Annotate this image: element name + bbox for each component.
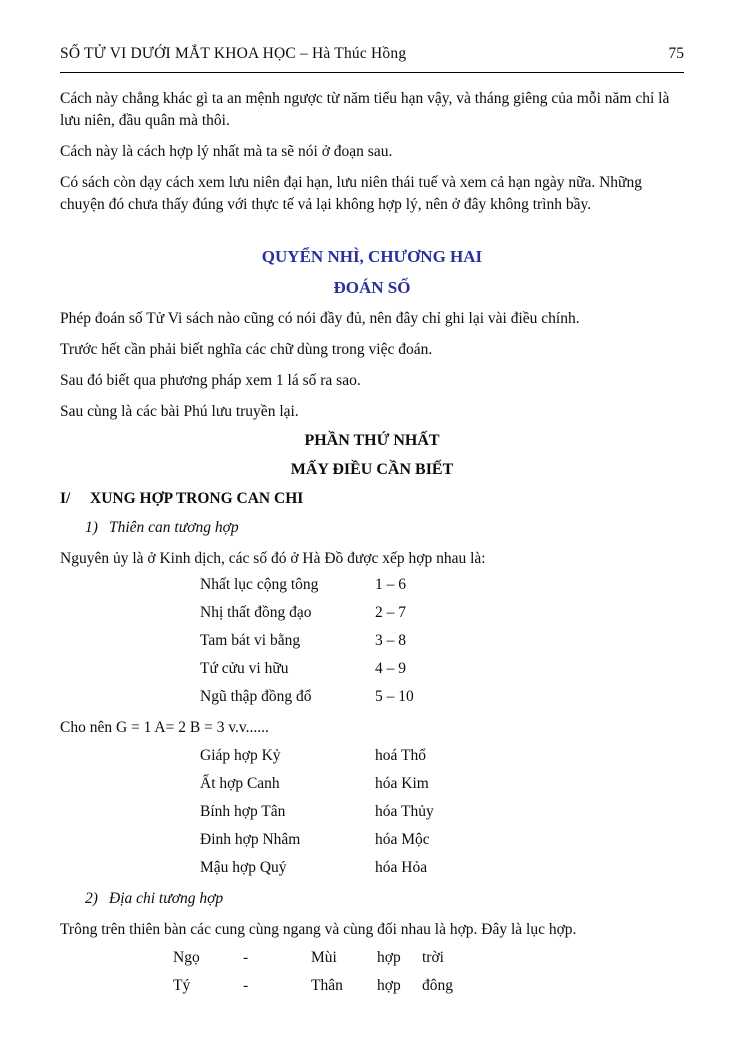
number-pair-row (60, 630, 684, 652)
chi-dash: - (243, 949, 249, 966)
pair-label: Mậu hợp Quý (200, 859, 287, 876)
pair-label: Tam bát vi bằng (200, 632, 301, 649)
paragraph: Trông trên thiên bàn các cung cùng ngang và cùng đối nhau là hợp. Đây là lục hợp. (60, 921, 577, 938)
part-heading-line1: PHẦN THỨ NHẤT (304, 432, 440, 449)
can-pair-row (60, 773, 684, 795)
paragraph: Nguyên ủy là ở Kinh dịch, các số đó ở Hà Đồ được xếp hợp nhau là: (60, 550, 486, 567)
pair-label: Nhị thất đồng đạo (200, 604, 312, 621)
running-head-title: SỐ TỬ VI DƯỚI MẮT KHOA HỌC – Hà Thúc Hồng (60, 45, 407, 62)
page-number: 75 (668, 45, 684, 62)
pair-value: 2 – 7 (375, 604, 406, 621)
section-title: XUNG HỢP TRONG CAN CHI (90, 490, 304, 507)
can-pair-row (60, 801, 684, 823)
page-header (60, 44, 684, 64)
subsection-title: Địa chi tương hợp (109, 890, 224, 907)
pair-value: hoá Thổ (375, 747, 426, 764)
paragraph: Cách này là cách hợp lý nhất mà ta sẽ nói ở đoạn sau. (60, 143, 393, 160)
header-rule (60, 72, 684, 73)
paragraph: Có sách còn dạy cách xem lưu niên đại hạn, lưu niên thái tuế và xem cả hạn ngày nữa. Những chuyện đó chưa thấy đúng với thực tế vả lại không hợp lý, nên ở đây không trình bầy. (60, 174, 642, 213)
pair-label: Bính hợp Tân (200, 803, 286, 820)
subsection-number: 1) (85, 519, 98, 536)
part-heading-line2: MẤY ĐIỀU CẦN BIẾT (290, 461, 454, 478)
subsection-number: 2) (85, 890, 98, 907)
can-pair-row (60, 829, 684, 851)
section-number: I/ (60, 490, 71, 507)
chi-branch-2: Mùi (311, 949, 337, 966)
chi-branch-1: Ngọ (173, 949, 200, 966)
pair-value: 4 – 9 (375, 660, 406, 677)
can-pair-row (60, 857, 684, 879)
chi-dash: - (243, 977, 249, 994)
pair-value: 1 – 6 (375, 576, 406, 593)
chapter-heading-line2: ĐOÁN SỐ (333, 278, 411, 297)
section-heading (60, 488, 684, 510)
paragraph: Sau đó biết qua phương pháp xem 1 lá số ra sao. (60, 372, 361, 389)
pair-value: hóa Kim (375, 775, 429, 792)
pair-label: Đinh hợp Nhâm (200, 831, 301, 848)
pair-value: hóa Mộc (375, 831, 430, 848)
number-pair-row (60, 574, 684, 596)
pair-label: Tứ cửu vi hữu (200, 660, 289, 677)
subsection-heading (60, 517, 684, 539)
chi-pair-row (60, 947, 684, 969)
pair-value: hóa Hỏa (375, 859, 428, 876)
number-pair-row (60, 686, 684, 708)
pair-value: 5 – 10 (375, 688, 414, 705)
pair-label: Nhất lục cộng tông (200, 576, 319, 593)
cho-nen-line: Cho nên G = 1 A= 2 B = 3 v.v...... (60, 719, 269, 736)
pair-value: 3 – 8 (375, 632, 406, 649)
subsection-heading (60, 888, 684, 910)
number-pair-row (60, 658, 684, 680)
pair-label: Giáp hợp Kỷ (200, 747, 281, 764)
chi-result: trời (422, 949, 444, 966)
chi-hop-word: hợp (377, 949, 401, 966)
chapter-heading-line1: QUYỂN NHÌ, CHƯƠNG HAI (261, 247, 483, 266)
chi-branch-1: Tý (173, 977, 191, 994)
paragraph: Phép đoán số Tử Vi sách nào cũng có nói đầy đủ, nên đây chỉ ghi lại vài điều chính. (60, 310, 580, 327)
paragraph: Sau cùng là các bài Phú lưu truyền lại. (60, 403, 299, 420)
paragraph: Trước hết cần phải biết nghĩa các chữ dùng trong việc đoán. (60, 341, 433, 358)
chi-hop-word: hợp (377, 977, 401, 994)
number-pair-row (60, 602, 684, 624)
pair-label: Ất hợp Canh (200, 775, 280, 792)
pair-value: hóa Thủy (375, 803, 434, 820)
chi-branch-2: Thân (311, 977, 343, 994)
chi-result: đông (422, 977, 453, 994)
chi-pair-row (60, 975, 684, 997)
paragraph: Cách này chẳng khác gì ta an mệnh ngược từ năm tiểu hạn vậy, và tháng giêng của mỗi năm chỉ là lưu niên, đầu quân mà thôi. (60, 90, 670, 129)
subsection-title: Thiên can tương hợp (109, 519, 239, 536)
can-pair-row (60, 745, 684, 767)
pair-label: Ngũ thập đồng đổ (200, 688, 312, 705)
